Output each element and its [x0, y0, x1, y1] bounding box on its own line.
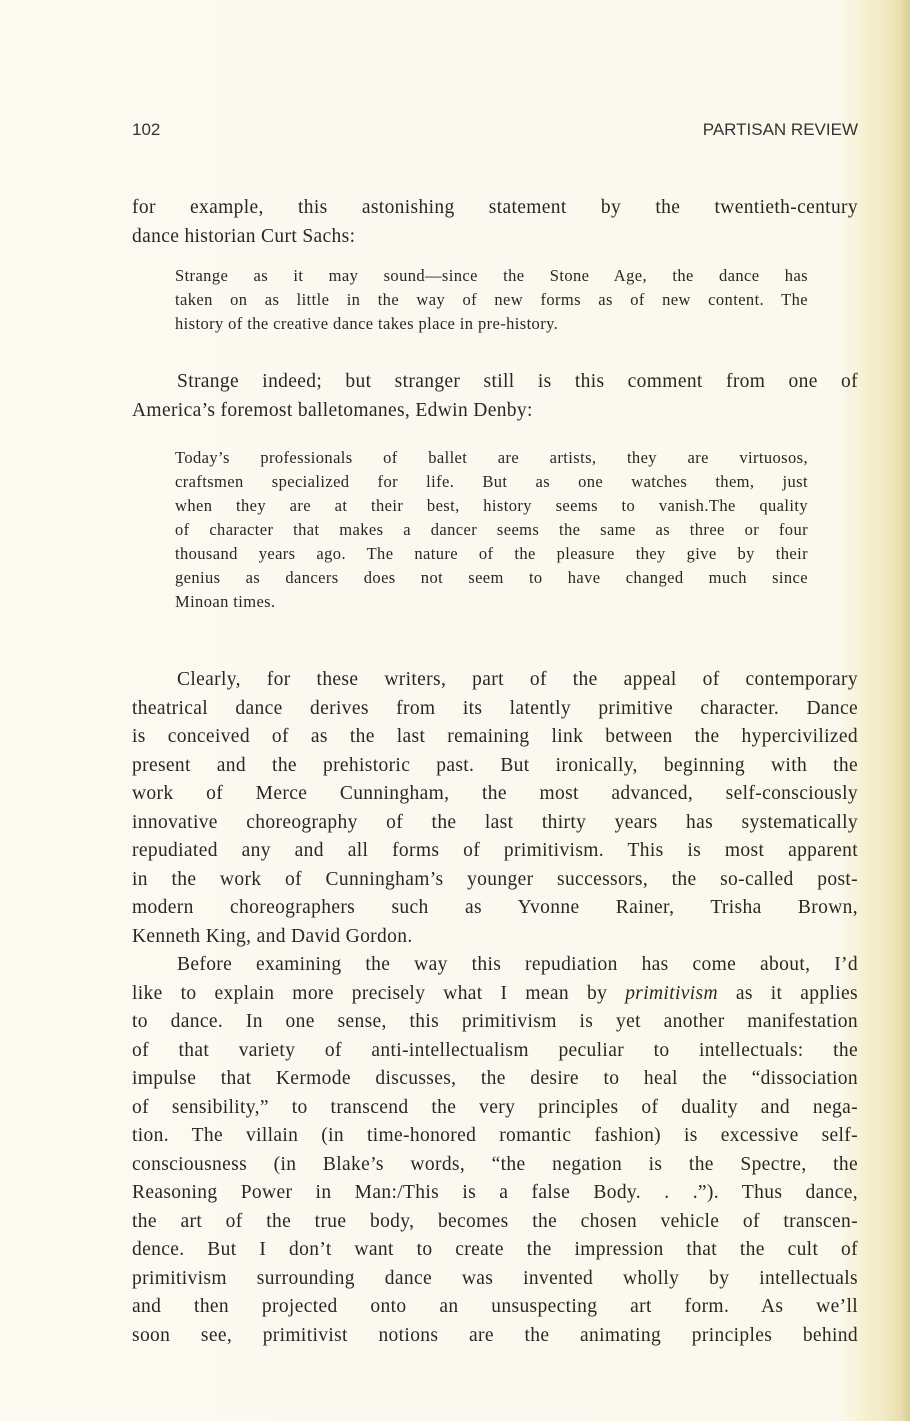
- text-line: tion. The villain (in time-honored romantic fashion) is excessive self-: [132, 1125, 858, 1146]
- text-line: work of Merce Cunningham, the most advanced, self-consciously: [132, 783, 858, 804]
- text-line: is conceived of as the last remaining link between the hypercivilized: [132, 726, 858, 747]
- text-line: to dance. In one sense, this primitivism is yet another manifestation: [132, 1011, 858, 1032]
- page-number: 102: [132, 120, 161, 139]
- emphasis-primitivism: primitivism: [625, 982, 718, 1004]
- text-line: theatrical dance derives from its latently primitive character. Dance: [132, 697, 858, 719]
- text-line: history of the creative dance takes place in pre-history.: [175, 314, 559, 333]
- text-line: Reasoning Power in Man:/This is a false Body. . .”). Thus dance,: [132, 1182, 858, 1203]
- text-line: Today’s professionals of ballet are artists, they are virtuosos,: [175, 448, 808, 467]
- text-line: Clearly, for these writers, part of the appeal of contemporary: [177, 669, 858, 690]
- text-line: soon see, primitivist notions are the animating principles behind: [132, 1324, 858, 1346]
- text-line: when they are at their best, history seems to vanish.The quality: [175, 496, 808, 515]
- text-line: and then projected onto an unsuspecting art form. As we’ll: [132, 1296, 858, 1317]
- text-line: repudiated any and all forms of primitivism. This is most apparent: [132, 840, 858, 861]
- text-line: primitivism surrounding dance was invented wholly by intellectuals: [132, 1267, 858, 1289]
- text-line: consciousness (in Blake’s words, “the negation is the Spectre, the: [132, 1153, 858, 1175]
- block-quote-sachs: [175, 264, 808, 336]
- text-fragment: like to explain more precisely what I mean by: [132, 982, 626, 1004]
- text-line: Before examining the way this repudiation has come about, I’d: [177, 954, 858, 975]
- text-line: America’s foremost balletomanes, Edwin Denby:: [132, 399, 533, 421]
- text-line: for example, this astonishing statement by the twentieth-century: [132, 197, 858, 218]
- main-text: [132, 666, 858, 1350]
- text-line: the art of the true body, becomes the chosen vehicle of transcen-: [132, 1210, 858, 1232]
- paragraph-denby-intro: [132, 368, 858, 425]
- text-line: modern choreographers such as Yvonne Rainer, Trisha Brown,: [132, 897, 858, 918]
- text-line: Strange indeed; but stranger still is this comment from one of: [177, 371, 858, 392]
- text-fragment: as it applies: [717, 982, 858, 1004]
- paragraph-intro: [132, 194, 858, 251]
- text-line: Minoan times.: [175, 592, 276, 611]
- text-line: genius as dancers does not seem to have changed much since: [175, 568, 808, 587]
- text-line: impulse that Kermode discusses, the desire to heal the “dissociation: [132, 1068, 858, 1089]
- text-line: present and the prehistoric past. But ironically, beginning with the: [132, 754, 858, 776]
- text-line: thousand years ago. The nature of the pleasure they give by their: [175, 544, 808, 563]
- running-title: PARTISAN REVIEW: [702, 120, 858, 139]
- text-line: innovative choreography of the last thirty years has systematically: [132, 811, 858, 833]
- text-line: dence. But I don’t want to create the impression that the cult of: [132, 1239, 858, 1260]
- text-line: of that variety of anti-intellectualism peculiar to intellectuals: the: [132, 1039, 858, 1061]
- text-line: Kenneth King, and David Gordon.: [132, 925, 413, 947]
- text-line: taken on as little in the way of new forms as of new content. The: [175, 290, 808, 309]
- text-line: Strange as it may sound—since the Stone Age, the dance has: [175, 266, 808, 285]
- text-line: dance historian Curt Sachs:: [132, 225, 356, 247]
- text-line: [132, 980, 858, 1009]
- text-line: craftsmen specialized for life. But as one watches them, just: [175, 472, 808, 491]
- text-line: of sensibility,” to transcend the very principles of duality and nega-: [132, 1096, 858, 1118]
- block-quote-denby: [175, 446, 808, 614]
- text-line: of character that makes a dancer seems the same as three or four: [175, 520, 808, 539]
- text-line: in the work of Cunningham’s younger successors, the so-called post-: [132, 868, 858, 890]
